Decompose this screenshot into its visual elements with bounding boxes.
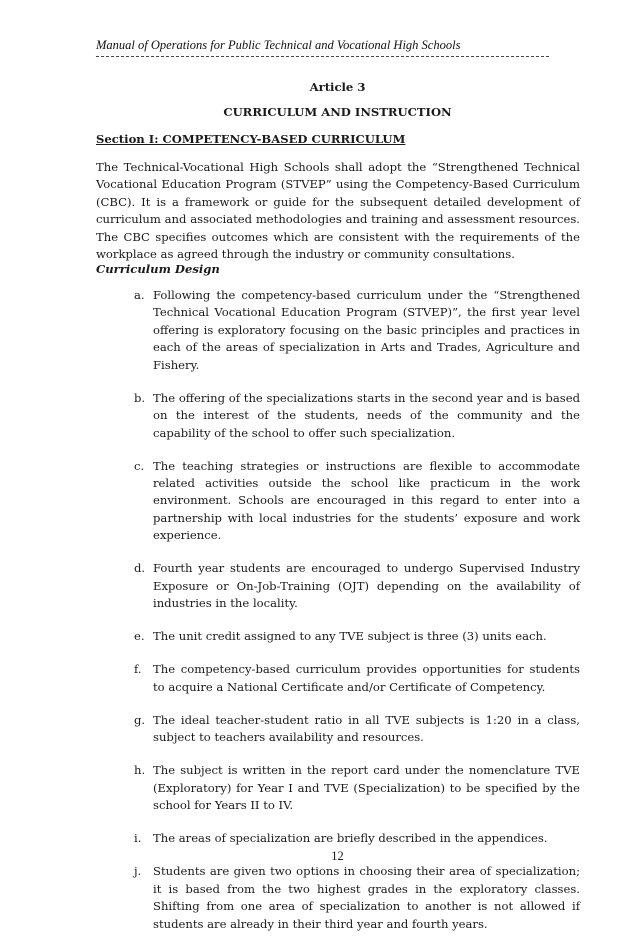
list-item-marker: f. (134, 662, 142, 677)
page-number: 12 (331, 849, 344, 863)
list-item (96, 628, 580, 645)
list-item-marker: b. (134, 390, 146, 405)
list-item-marker: c. (134, 458, 145, 473)
list-item-text: Following the competency-based curriculum under the “Strengthened Technical Vocational Education Program (STVEP)”, the first year level offering is exploratory focusing on the basic principles and practices in each of the areas of specialization in Arts and Trades, Agriculture and Fishery. (153, 288, 580, 372)
list-item-text: The ideal teacher-student ratio in all TVE subjects is 1:20 in a class, subject to teachers availability and resources. (153, 712, 580, 745)
section-title: Section I: COMPETENCY-BASED CURRICULUM (96, 132, 406, 146)
list-item (96, 712, 580, 747)
list-item-marker: j. (134, 864, 142, 879)
section-intro-paragraph: The Technical-Vocational High Schools shall adopt the “Strengthened Technical Vocational Education Program (STVEP” using the Competency-Based Curriculum (CBC). It is a framework or guide for the subsequent detailed development of curriculum and associated methodologies and training and assessment resources. The CBC specifies outcomes which are consistent with the requirements of the workplace as agreed through the industry or community consultations. (96, 160, 580, 262)
list-item (96, 830, 580, 847)
list-item-marker: h. (134, 763, 146, 778)
list-item-text: The teaching strategies or instructions are flexible to accommodate related activities outside the school like practicum in the work environment. Schools are encouraged in this regard to enter into a partnership with local industries for the students’ exposure and work experience. (153, 458, 580, 543)
running-header: Manual of Operations for Public Technical and Vocational High Schools (96, 38, 461, 52)
article-title: Article 3 (309, 80, 366, 94)
list-item-marker: a. (134, 288, 145, 302)
list-item-text: The competency-based curriculum provides opportunities for students to acquire a National Certificate and/or Certificate of Competency. (153, 662, 580, 694)
list-item-marker: d. (134, 561, 146, 576)
list-item-marker: i. (134, 831, 142, 846)
list-item-text: Fourth year students are encouraged to undergo Supervised Industry Exposure or On-Job-Training (OJT) depending on the availability of industries in the locality. (153, 561, 580, 611)
list-item (96, 762, 580, 814)
list-item-marker: g. (134, 712, 146, 727)
list-item-text: Students are given two options in choosing their area of specialization; it is based from the two highest grades in the exploratory classes. Shifting from one area of specialization to another is not allowed if students are already in their third year and fourth years. (153, 864, 580, 931)
list-item-text: The unit credit assigned to any TVE subject is three (3) units each. (153, 629, 547, 644)
curriculum-design-heading: Curriculum Design (96, 262, 220, 276)
list-item (96, 458, 580, 545)
list-item (96, 390, 580, 442)
list-item-marker: e. (134, 629, 145, 644)
list-item-text: The offering of the specializations starts in the second year and is based on the interest of the students, needs of the community and the capability of the school to offer such specialization. (153, 390, 580, 440)
list-item (96, 560, 580, 612)
list-item (96, 287, 580, 374)
list-item (96, 863, 580, 933)
list-item-text: The subject is written in the report card under the nomenclature TVE (Exploratory) for Year I and TVE (Specialization) to be specified by the school for Years II to IV. (153, 763, 580, 813)
header-divider (96, 56, 549, 57)
list-item (96, 661, 580, 696)
list-item-text: The areas of specialization are briefly described in the appendices. (153, 831, 548, 846)
article-subtitle: CURRICULUM AND INSTRUCTION (223, 105, 452, 119)
